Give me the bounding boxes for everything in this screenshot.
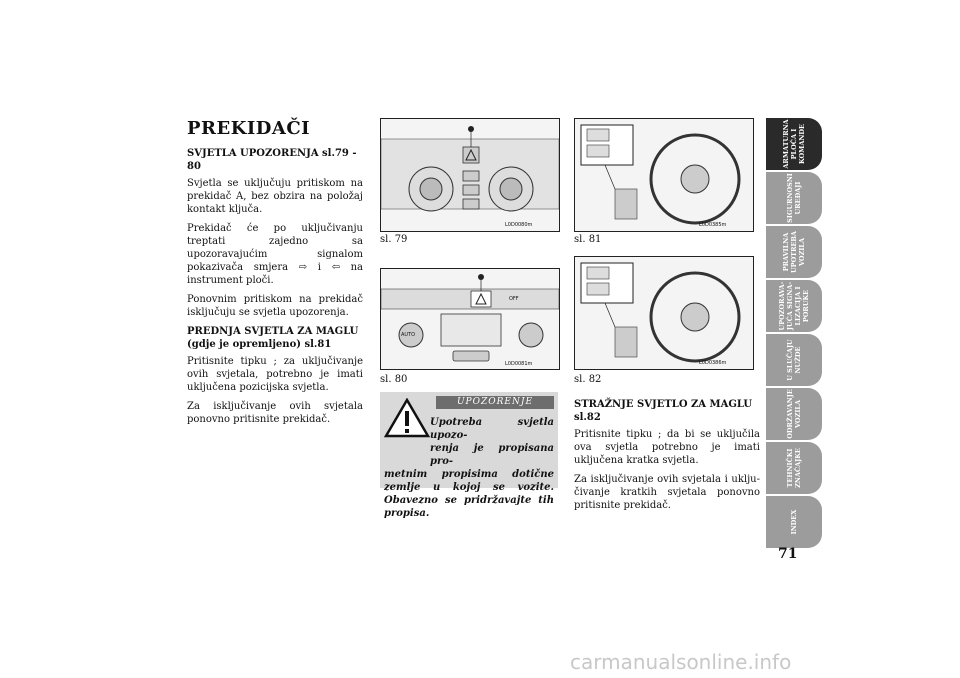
warning-rest: metnim propisima dotične zemlje u kojoj se vozite. Obavezno se pridržavajte tih propisa. (384, 469, 554, 519)
figure-79-code: L0D0080m (505, 222, 533, 228)
right-column (574, 392, 760, 518)
steering-wheel-illustration-82 (575, 257, 753, 369)
figure-80-code: L0D0081m (505, 361, 533, 367)
section-tab-label: INDEX (790, 509, 798, 535)
figure-82-caption: sl. 82 (574, 374, 602, 385)
figure-81-caption: sl. 81 (574, 234, 602, 245)
section-tab-4[interactable] (766, 334, 822, 386)
section-tab-5[interactable] (766, 388, 822, 440)
rear-fog-paragraph-1: Pritisnite tipku ; da bi se uključila ova svjetla potrebno je imati uključena kratka svjetla. (574, 429, 760, 466)
warning-title: UPOZORENJE (436, 396, 554, 409)
front-fog-paragraph-1: Pritisnite tipku ; za uključivanje ovih svjetala, potrebno je imati uključena pozicijska svjetla. (187, 356, 363, 393)
figure-81-code: L0D0385m (699, 222, 727, 228)
rear-fog-paragraph-2: Za isključivanje ovih svjetala i uklju-čivanje kratkih svjetala ponovno pritisnite prekidač. (574, 474, 760, 511)
warning-text (384, 416, 554, 520)
hazard-paragraph-1: Svjetla se uključuju pritiskom na prekidač A, bez obzira na položaj kontakt ključa. (187, 178, 363, 215)
section-tab-0[interactable] (766, 118, 822, 170)
section-tab-label: ARMATURNA PLOČA I KOMANDE (782, 119, 806, 169)
section-tab-label: PRAVILNA UPOTREBA VOZILA (782, 231, 806, 273)
figure-79-caption: sl. 79 (380, 234, 408, 245)
front-fog-paragraph-2: Za isključivanje ovih svjetala ponovno pritisnite prekidač. (187, 401, 363, 425)
climate-panel-illustration-80 (381, 269, 559, 369)
left-column (187, 118, 363, 432)
section-tab-1[interactable] (766, 172, 822, 224)
rear-fog-heading: STRAŽNJE SVJETLO ZA MAGLU sl.82 (574, 399, 753, 423)
section-tab-7[interactable] (766, 496, 822, 548)
section-tab-label: UPOZORAVA-JUĆA SIGNA-LIZACIJA I PORUKE (778, 281, 810, 331)
figure-81 (574, 118, 754, 232)
hazard-paragraph-2: Prekidač će po uključivanju treptati zajedno sa upozoravajućim signalom pokazivača smjera ⇨ i ⇦ na instrument ploči. (187, 223, 363, 286)
warning-line-2: renja je propisana pro- (430, 443, 554, 467)
section-tab-3[interactable] (766, 280, 822, 332)
section-tab-label: ODRŽAVANJE VOZILA (786, 389, 802, 439)
dashboard-illustration-79 (381, 119, 559, 231)
figure-82-code: L0D0386m (699, 360, 727, 366)
section-tab-2[interactable] (766, 226, 822, 278)
off-button-label: OFF (509, 296, 519, 302)
figure-82 (574, 256, 754, 370)
page-title: PREKIDAČI (187, 118, 311, 139)
warning-box (380, 392, 558, 519)
figure-79 (380, 118, 560, 232)
section-tab-6[interactable] (766, 442, 822, 494)
watermark: carmanualsonline.info (570, 650, 792, 674)
hazard-heading: SVJETLA UPOZORENJA sl.79 - 80 (187, 148, 357, 172)
hazard-paragraph-3: Ponovnim pritiskom na prekidač isključuju se svjetla upozorenja. (187, 294, 363, 318)
front-fog-heading: PREDNJA SVJETLA ZA MAGLU (gdje je opremljeno) sl.81 (187, 326, 359, 350)
steering-wheel-illustration-81 (575, 119, 753, 231)
section-tab-label: SIGURNOSNI UREĐAJI (786, 173, 802, 223)
section-tab-label: U SLUČAJU NUŽDE (786, 339, 802, 381)
page-number: 71 (778, 546, 798, 562)
figure-80-caption: sl. 80 (380, 374, 408, 385)
warning-line-1: Upotreba svjetla upozo- (430, 417, 554, 441)
section-tab-label: TEHNIČKI ZNAČAJKE (786, 448, 802, 488)
figure-80 (380, 268, 560, 370)
auto-button-label-left: AUTO (401, 332, 416, 338)
